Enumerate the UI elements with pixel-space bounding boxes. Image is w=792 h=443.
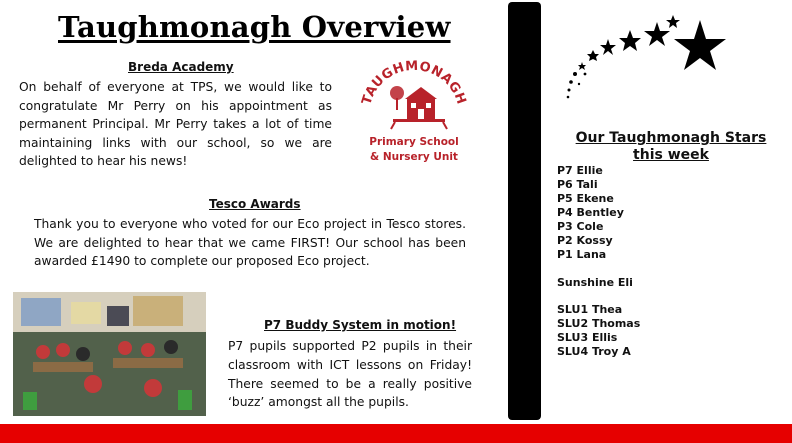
list-item: P3 Cole <box>557 220 604 233</box>
pupil-stars-list <box>557 164 624 262</box>
tesco-text: Thank you to everyone who voted for our Eco project in Tesco stores. We are delighted to hear that we came FIRST! Our school has been awarded £1490 to complete our proposed Eco project. <box>34 217 466 268</box>
logo-line-1: Primary School <box>369 136 459 148</box>
star-icon <box>619 30 641 51</box>
classroom-photo <box>13 292 206 416</box>
shooting-stars-graphic <box>560 12 740 107</box>
list-item: SLU1 Thea <box>557 303 623 316</box>
list-item: Sunshine Eli <box>557 276 633 289</box>
list-item: P4 Bentley <box>557 206 624 219</box>
slu-stars-list <box>557 303 640 359</box>
tesco-heading: Tesco Awards <box>209 197 301 211</box>
logo-arc-text: TAUGHMONAGH <box>359 58 469 107</box>
star-icon <box>600 39 616 55</box>
list-item: P2 Kossy <box>557 234 613 247</box>
list-item: P7 Ellie <box>557 164 603 177</box>
school-logo <box>355 55 473 173</box>
page-title: Taughmonagh Overview <box>58 10 451 44</box>
list-item: SLU4 Troy A <box>557 345 631 358</box>
breda-heading: Breda Academy <box>128 60 234 74</box>
logo-line-2: & Nursery Unit <box>370 151 458 163</box>
classroom-photo-art <box>13 292 206 416</box>
sunshine-star <box>557 276 633 290</box>
list-item: P1 Lana <box>557 248 607 261</box>
column-divider <box>508 2 541 420</box>
star-icon <box>578 62 586 70</box>
buddy-heading: P7 Buddy System in motion! <box>264 318 457 332</box>
bottom-accent-bar <box>0 424 792 443</box>
star-icon <box>587 50 599 61</box>
buddy-text: P7 pupils supported P2 pupils in their classroom with ICT lessons on Friday! There seemed to be a really positive ‘buzz’ amongst all the pupils. <box>228 339 472 410</box>
list-item: P5 Ekene <box>557 192 614 205</box>
star-icon <box>674 20 726 70</box>
star-icon <box>644 22 670 46</box>
stars-heading: Our Taughmonagh Stars this week <box>575 130 767 163</box>
list-item: SLU2 Thomas <box>557 317 641 330</box>
list-item: P6 Tali <box>557 178 598 191</box>
list-item: SLU3 Ellis <box>557 331 618 344</box>
star-icon <box>666 15 680 28</box>
breda-text: On behalf of everyone at TPS, we would like to congratulate Mr Perry on his appointment as permanent Principal. Mr Perry takes a lot of time maintaining links with our school, so we are delighted to hear his news! <box>19 80 332 168</box>
